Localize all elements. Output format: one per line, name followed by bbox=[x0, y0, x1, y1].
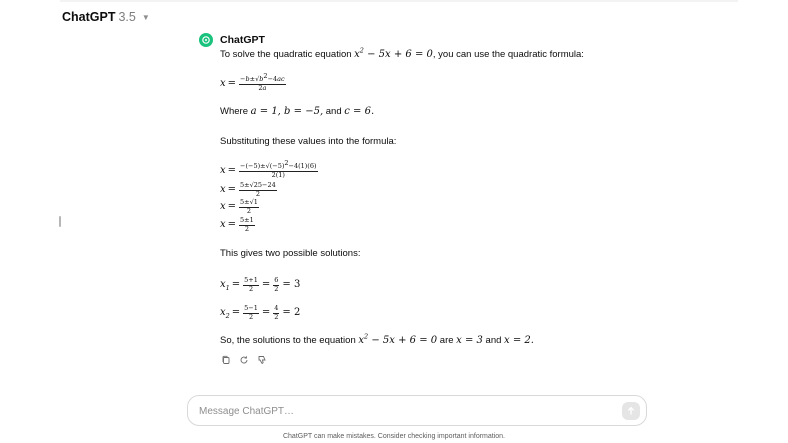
regenerate-icon[interactable] bbox=[238, 354, 249, 365]
solution-x1: $x_1$ = $\frac{5+1}{2}$ = $\frac{6}{2}$ = 3 bbox=[220, 276, 301, 293]
intro-text bbox=[220, 46, 584, 61]
conclusion-prefix: So, the solutions to the equation bbox=[220, 335, 356, 346]
equation-inline: $x^2 - 5x + 6 = 0$ bbox=[354, 46, 433, 60]
where-prefix: Where bbox=[220, 106, 248, 117]
message-input[interactable] bbox=[197, 396, 601, 427]
coefficients: a = 1, b = −5, bbox=[250, 106, 324, 117]
quadratic-formula: x = $\frac{-b\pm√b^2-4ac}{2a}$ bbox=[220, 72, 285, 92]
substituting-text: Substituting these values into the formula: bbox=[220, 136, 397, 147]
thumbs-down-icon[interactable] bbox=[256, 354, 267, 365]
substitution-step-4: x = $\frac{5\pm 1}{2}$ bbox=[220, 216, 254, 233]
arrow-up-icon bbox=[626, 406, 636, 416]
openai-logo-icon bbox=[199, 33, 213, 47]
sidebar-toggle-handle[interactable] bbox=[59, 216, 61, 227]
conclusion-and: and bbox=[485, 335, 502, 346]
top-divider bbox=[60, 0, 738, 2]
conclusion-line: So, the solutions to the equation $x^2 - 5x + 6 = 0$ are x = 3 and x = 2. bbox=[220, 332, 534, 346]
solutions-intro-text: This gives two possible solutions: bbox=[220, 248, 361, 259]
model-name: ChatGPT bbox=[62, 10, 116, 24]
where-line: Where a = 1, b = −5, and c = 6. bbox=[220, 106, 375, 117]
substitution-step-3: x = $\frac{5\pm√1}{2}$ bbox=[220, 198, 258, 215]
model-version: 3.5 bbox=[118, 10, 136, 24]
copy-icon[interactable] bbox=[220, 354, 231, 365]
conclusion-mid: are bbox=[439, 335, 454, 346]
intro-text-after: , you can use the quadratic formula: bbox=[432, 49, 584, 60]
message-author: ChatGPT bbox=[220, 34, 265, 46]
message-actions bbox=[220, 354, 267, 365]
disclaimer-text: ChatGPT can make mistakes. Consider checking important information. bbox=[282, 433, 506, 440]
substitution-step-1: x = $\frac{-(-5)\pm√(-5)^2-4(1)(6)}{2(1)}$ bbox=[220, 159, 317, 179]
model-selector[interactable] bbox=[62, 10, 150, 24]
message-composer bbox=[187, 395, 647, 426]
solution-x2: $x_2$ = $\frac{5-1}{2}$ = $\frac{4}{2}$ = 2 bbox=[220, 304, 301, 321]
intro-text-before: To solve the quadratic equation bbox=[220, 49, 352, 60]
substitution-step-2: x = $\frac{5\pm√25-24}{2}$ bbox=[220, 181, 276, 198]
chevron-down-icon: ▼ bbox=[141, 12, 150, 22]
send-button[interactable] bbox=[622, 402, 640, 420]
